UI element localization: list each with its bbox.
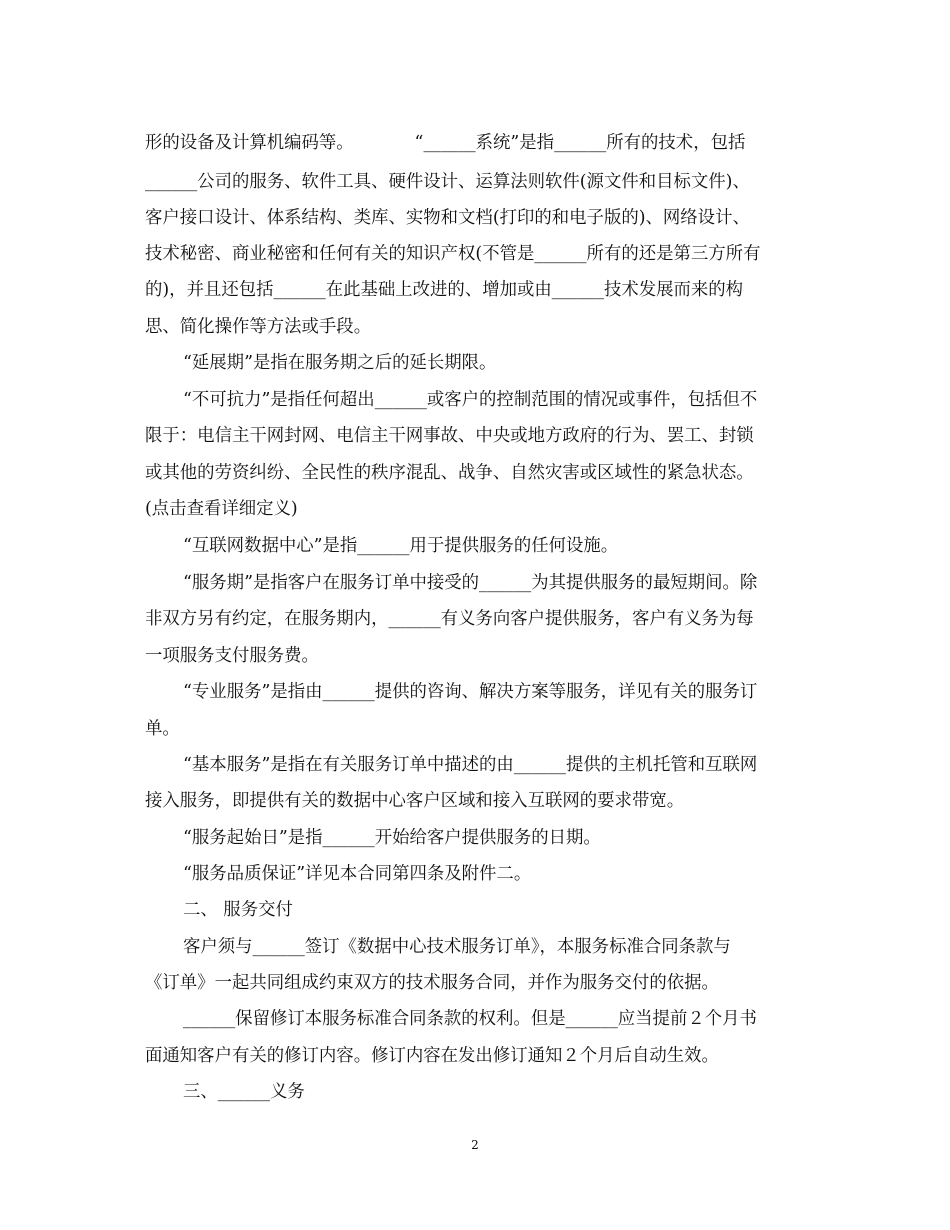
text-line-6: 思、简化操作等方法或手段。 [145, 317, 372, 337]
text-line-25: ______保留修订本服务标准合同条款的权利。但是______应当提前２个月书 [183, 1009, 757, 1029]
text-line-1: 形的设备及计算机编码等。 “______系统”是指______所有的技术，包括 [145, 133, 746, 153]
text-line-19: 接入服务，即提供有关的数据中心客户区域和接入互联网的要求带宽。 [145, 791, 685, 811]
text-line-13: “服务期”是指客户在服务订单中接受的______为其提供服务的最短期间。除 [183, 573, 758, 593]
text-line-9: 限于：电信主干网封网、电信主干网事故、中央或地方政府的行为、罢工、封锁 [145, 426, 754, 446]
text-line-14: 非双方另有约定，在服务期内，______有义务向客户提供服务，客户有义务为每 [145, 609, 754, 629]
text-line-16: “专业服务”是指由______提供的咨询、解决方案等服务，详见有关的服务订 [183, 682, 758, 702]
text-line-10: 或其他的劳资纠纷、全民性的秩序混乱、战争、自然灾害或区域性的紧急状态。 [145, 463, 754, 483]
text-line-20: “服务起始日”是指______开始给客户提供服务的日期。 [183, 828, 601, 848]
page-number: 2 [471, 1138, 479, 1152]
text-line-8: “不可抗力”是指任何超出______或客户的控制范围的情况或事件，包括但不 [183, 390, 758, 410]
text-line-23: 客户须与______签订《数据中心技术服务订单》，本服务标准合同条款与 [183, 937, 731, 957]
text-line-2: ______公司的服务、软件工具、硬件设计、运算法则软件(源文件和目标文件)、 [145, 172, 750, 192]
section-heading-obligations: 三、______义务 [183, 1082, 305, 1102]
text-line-17: 单。 [145, 719, 180, 739]
text-line-7: “延展期”是指在服务期之后的延长期限。 [183, 353, 497, 373]
text-line-21: “服务品质保证”详见本合同第四条及附件二。 [183, 864, 532, 884]
section-heading-service-delivery: 二、 服务交付 [183, 900, 293, 920]
text-line-26: 面通知客户有关的修订内容。修订内容在发出修订通知２个月后自动生效。 [145, 1046, 719, 1066]
text-line-15: 一项服务支付服务费。 [145, 646, 319, 666]
text-line-3: 客户接口设计、体系结构、类库、实物和文档(打印的和电子版的)、网络设计、 [145, 208, 750, 228]
detail-link-text: (点击查看详细定义) [145, 499, 298, 519]
text-line-4: 技术秘密、商业秘密和任何有关的知识产权(不管是______所有的还是第三方所有 [145, 244, 761, 264]
text-line-12: “互联网数据中心”是指______用于提供服务的任何设施。 [183, 536, 619, 556]
text-line-5: 的)，并且还包括______在此基础上改进的、增加或由______技术发展而来的构 [145, 280, 744, 300]
text-line-24: 《订单》一起共同组成约束双方的技术服务合同，并作为服务交付的依据。 [145, 973, 719, 993]
text-line-18: “基本服务”是指在有关服务订单中描述的由______提供的主机托管和互联网 [183, 755, 758, 775]
